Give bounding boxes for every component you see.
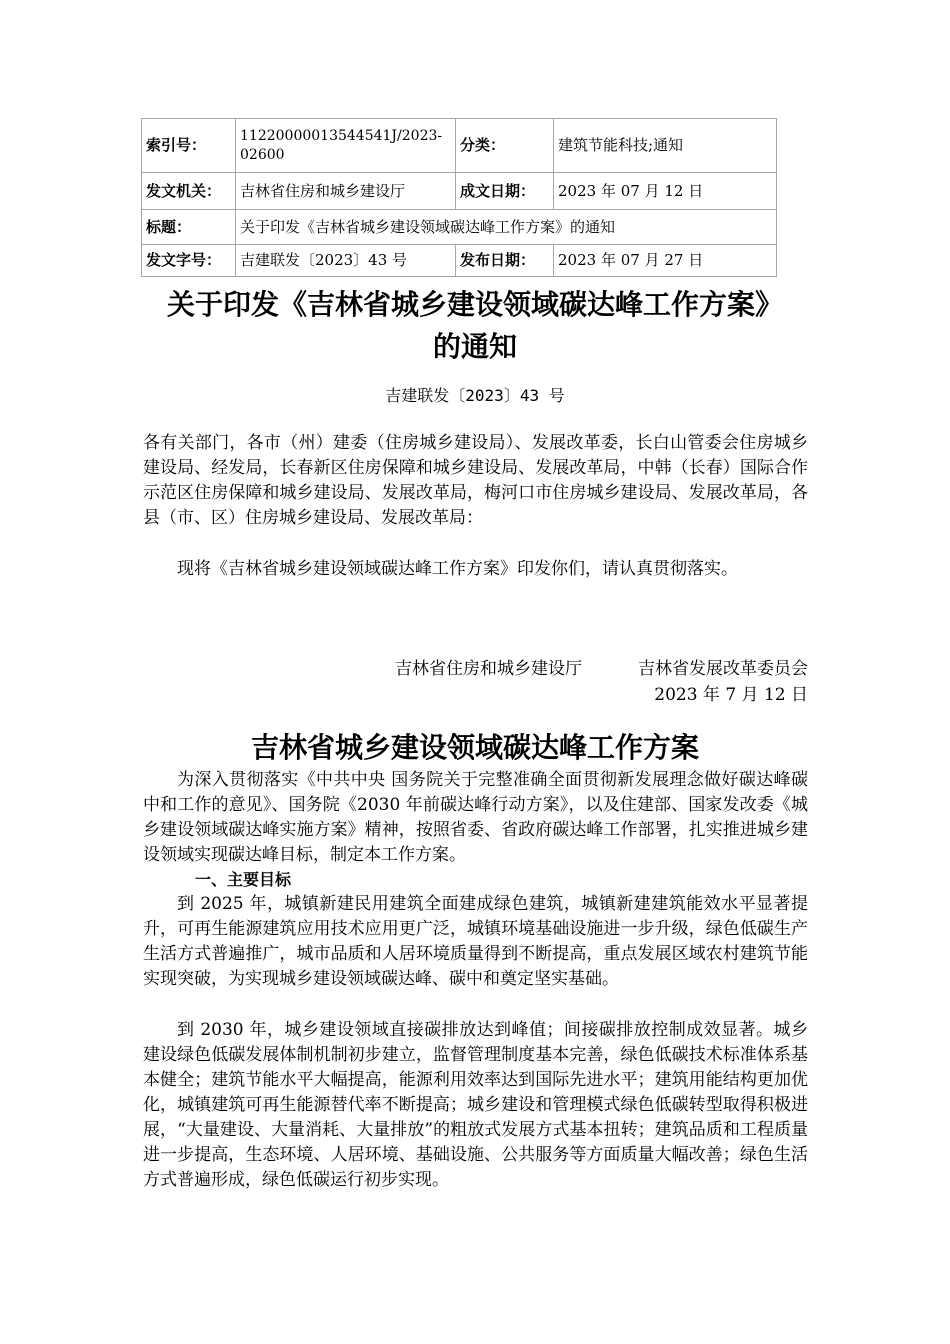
document-info-table xyxy=(141,118,777,277)
notice-date: 2023 年 7 月 12 日 xyxy=(654,685,808,705)
table-row xyxy=(142,210,777,245)
written-date-value: 2023 年 07 月 12 日 xyxy=(554,173,777,210)
publish-date-label: 发布日期： xyxy=(456,245,554,277)
plan-intro: 为深入贯彻落实《中共中央 国务院关于完整准确全面贯彻新发展理念做好碳达峰碳中和工作的意见》、国务院《2030 年前碳达峰行动方案》，以及住建部、国家发改委《城乡建设领域碳达峰实施方案》精神，按照省委、省政府碳达峰工作部署，扎实推进城乡建设领域实现碳达峰目标，制定本工作方案。 xyxy=(143,770,808,865)
subject-label: 标题： xyxy=(142,210,236,245)
category-label: 分类： xyxy=(456,119,554,173)
notice-title xyxy=(100,284,850,368)
index-label: 索引号： xyxy=(142,119,236,173)
notice-title-line2: 的通知 xyxy=(432,330,517,363)
notice-title-line1: 关于印发《吉林省城乡建设领域碳达峰工作方案》 xyxy=(166,288,783,321)
signer-development-commission: 吉林省发展改革委员会 xyxy=(638,659,808,679)
issuer-value: 吉林省住房和城乡建设厅 xyxy=(236,173,456,210)
publish-date-value: 2023 年 07 月 27 日 xyxy=(554,245,777,277)
section1-paragraph-2: 到 2030 年，城乡建设领域直接碳排放达到峰值；间接碳排放控制成效显著。城乡建设绿色低碳发展体制机制初步建立，监督管理制度基本完善，绿色低碳技术标准体系基本健全；建筑节能水平大幅提高，能源利用效率达到国际先进水平；建筑用能结构更加优化，城镇建筑可再生能源替代率不断提高；城乡建设和管理模式绿色低碳转型取得积极进展，“大量建设、大量消耗、大量排放”的粗放式发展方式基本扭转；建筑品质和工程质量进一步提高，生态环境、人居环境、基础设施、公共服务等方面质量大幅改善；绿色生活方式普遍形成，绿色低碳运行初步实现。 xyxy=(143,1020,808,1190)
notice-doc-number: 吉建联发〔2023〕43 号 xyxy=(385,386,565,405)
notice-addressees: 各有关部门，各市（州）建委（住房城乡建设局）、发展改革委，长白山管委会住房城乡建设局、经发局，长春新区住房保障和城乡建设局、发展改革局，中韩（长春）国际合作示范区住房保障和城乡建设局、发展改革局，梅河口市住房城乡建设局、发展改革局，各县（市、区）住房城乡建设局、发展改革局： xyxy=(143,433,808,528)
doc-number-value: 吉建联发〔2023〕43 号 xyxy=(236,245,456,277)
plan-title: 吉林省城乡建设领域碳达峰工作方案 xyxy=(250,731,699,764)
signer-housing-department: 吉林省住房和城乡建设厅 xyxy=(395,659,582,679)
table-row xyxy=(142,173,777,210)
notice-signature-block xyxy=(288,656,808,708)
index-value: 11220000013544541J/2023-02600 xyxy=(236,119,456,173)
table-row xyxy=(142,119,777,173)
table-row xyxy=(142,245,777,277)
issuer-label: 发文机关： xyxy=(142,173,236,210)
category-value: 建筑节能科技;通知 xyxy=(554,119,777,173)
section-heading: 一、主要目标 xyxy=(195,870,292,889)
subject-value: 关于印发《吉林省城乡建设领域碳达峰工作方案》的通知 xyxy=(236,210,777,245)
notice-body: 现将《吉林省城乡建设领域碳达峰工作方案》印发你们，请认真贯彻落实。 xyxy=(177,559,738,579)
section1-paragraph-1: 到 2025 年，城镇新建民用建筑全面建成绿色建筑，城镇新建建筑能效水平显著提升，可再生能源建筑应用技术应用更广泛，城镇环境基础设施进一步升级，绿色低碳生产生活方式普遍推广，城市品质和人居环境质量得到不断提高，重点发展区域农村建筑节能实现突破，为实现城乡建设领域碳达峰、碳中和奠定坚实基础。 xyxy=(143,894,808,989)
written-date-label: 成文日期： xyxy=(456,173,554,210)
doc-number-label: 发文字号： xyxy=(142,245,236,277)
